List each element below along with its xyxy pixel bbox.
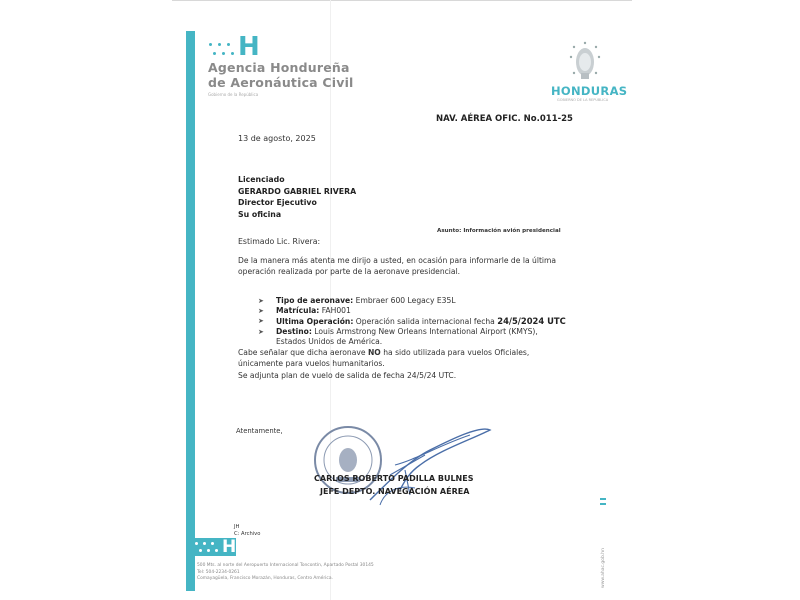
signer-name: CARLOS ROBERTO PADILLA BULNES — [314, 474, 474, 483]
address-phone: Tel: 504-2234-0261 — [197, 569, 240, 575]
detail-label: Ultima Operación: — [276, 317, 354, 326]
letter-note-paragraph — [238, 347, 568, 369]
honduras-coat-of-arms-icon — [568, 40, 602, 84]
detail-value: Operación salida internacional fecha — [355, 317, 495, 326]
arrow-bullet-icon: ➤ — [258, 307, 264, 315]
cc-archive: C: Archivo — [234, 531, 261, 537]
signer-title: JEFE DEPTO. NAVEGACIÓN AÉREA — [320, 487, 470, 496]
detail-label: Matrícula: — [276, 306, 320, 315]
recipient-block — [238, 174, 356, 220]
recipient-title: Licenciado — [238, 175, 285, 184]
letter-closing: Atentamente, — [236, 427, 283, 435]
detail-item-registration — [258, 306, 570, 316]
initials-and-cc — [234, 524, 260, 538]
office-reference-number: NAV. AÉREA OFIC. No.011-25 — [436, 114, 573, 124]
address-line-3: Comayagüela, Francisco Morazán, Honduras, Centro América. — [197, 576, 333, 581]
detail-label: Destino: — [276, 327, 312, 336]
detail-value: FAH001 — [321, 306, 351, 315]
arrow-bullet-icon: ➤ — [258, 317, 264, 325]
recipient-position: Director Ejecutivo — [238, 198, 317, 207]
letter-subject: Asunto: Información avión presidencial — [437, 228, 561, 234]
detail-label: Tipo de aeronave: — [276, 296, 354, 305]
detail-value: Louis Armstrong New Orleans International Airport (KMYS), Estados Unidos de América. — [276, 327, 538, 346]
letter-date: 13 de agosto, 2025 — [238, 134, 316, 143]
agency-name-line1: Agencia Hondureña — [208, 60, 350, 75]
detail-item-destination — [258, 327, 570, 347]
attachment-note: Se adjunta plan de vuelo de salida de fecha 24/5/24 UTC. — [238, 371, 457, 380]
footer-logo-h-icon: H — [222, 537, 237, 557]
detail-item-last-operation — [258, 316, 570, 327]
detail-emphasis-date: 24/5/2024 UTC — [497, 316, 566, 326]
typist-initials: JH — [234, 524, 240, 530]
aircraft-details-list — [258, 296, 570, 347]
recipient-office: Su oficina — [238, 209, 282, 219]
detail-value: Embraer 600 Legacy E35L — [355, 296, 456, 305]
ahac-logo-h-icon: H — [238, 32, 260, 62]
note-emphasis: NO — [367, 348, 381, 357]
arrow-bullet-icon: ➤ — [258, 297, 264, 305]
agency-name-line2: de Aeronáutica Civil — [208, 75, 354, 90]
ahac-logo-dots-icon — [209, 40, 239, 58]
arrow-bullet-icon: ➤ — [258, 328, 264, 336]
footer-address — [197, 563, 374, 583]
teal-side-bar — [186, 31, 195, 591]
note-text-start: Cabe señalar que dicha aeronave — [238, 348, 366, 357]
handwritten-signature-icon — [350, 420, 500, 510]
letter-intro-paragraph: De la manera más atenta me dirijo a usted, en ocasión para informarle de la última operación realizada por parte de la aeronave presidencial. — [238, 256, 557, 276]
footer-website: www.ahac.gob.hn — [601, 548, 606, 588]
letter-greeting: Estimado Lic. Rivera: — [238, 237, 321, 246]
recipient-name: GERARDO GABRIEL RIVERA — [238, 186, 357, 196]
detail-item-aircraft-type — [258, 296, 570, 306]
page-edge — [172, 0, 632, 1]
agency-subtitle: Gobierno de la República — [208, 92, 259, 97]
footer-side-marks-icon — [600, 498, 606, 508]
footer-logo-dots-icon — [195, 541, 221, 553]
honduras-subtitle: GOBIERNO DE LA REPÚBLICA — [557, 98, 609, 102]
honduras-wordmark: HONDURAS — [551, 84, 628, 98]
note-text-end: ha sido utilizada para vuelos Oficiales, únicamente para vuelos humanitarios. — [238, 348, 530, 368]
address-line-1: 500 Mts. al norte del Aeropuerto Internacional Toncontín, Apartado Postal 30145 — [197, 563, 374, 568]
